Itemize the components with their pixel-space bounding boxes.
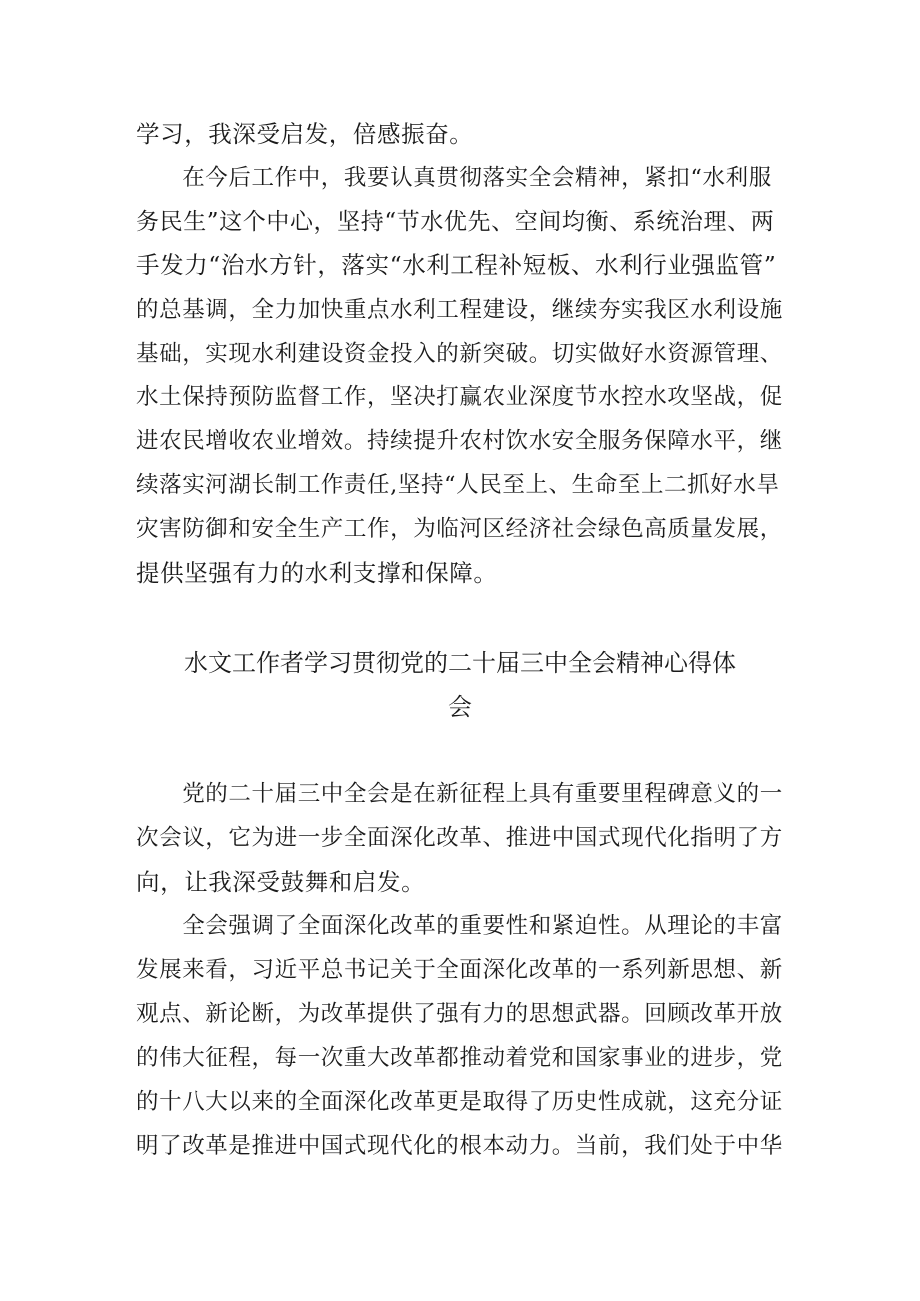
body-line: 全会强调了全面深化改革的重要性和紧迫性。从理论的丰富: [136, 913, 783, 939]
body-line: 的伟大征程，每一次重大改革都推动着党和国家事业的进步，党: [136, 1045, 783, 1071]
body-line: 水土保持预防监督工作，坚决打赢农业深度节水控水攻坚战，促: [136, 384, 783, 410]
body-line: 向，让我深受鼓舞和启发。: [136, 868, 426, 896]
body-line: 手发力“治水方针，落实“水利工程补短板、水利行业强监管”: [136, 251, 777, 279]
article-title: 水文工作者学习贯彻党的二十届三中全会精神心得体: [184, 649, 736, 677]
body-line: 进农民增收农业增效。持续提升农村饮水安全服务保障水平，继: [136, 428, 783, 454]
body-line: 续落实河湖长制工作责任,坚持“人民至上、生命至上二抓好水旱: [136, 472, 780, 498]
body-line: 的总基调，全力加快重点水利工程建设，继续夯实我区水利设施: [136, 297, 783, 323]
article-title-continued: 会: [448, 693, 472, 721]
body-line: 灾害防御和安全生产工作，为临河区经济社会绿色高质量发展，: [136, 516, 783, 542]
body-line: 提供坚强有力的水利支撑和保障。: [136, 559, 498, 587]
body-line: 学习，我深受启发，倍感振奋。: [136, 120, 474, 148]
body-line: 基础，实现水利建设资金投入的新突破。切实做好水资源管理、: [136, 341, 783, 367]
body-line: 次会议，它为进一步全面深化改革、推进中国式现代化指明了方: [136, 825, 783, 851]
body-line: 观点、新论断，为改革提供了强有力的思想武器。回顾改革开放: [136, 1001, 783, 1027]
body-line: 在今后工作中，我要认真贯彻落实全会精神，紧扣“水利服: [136, 165, 772, 191]
body-line: 务民生”这个中心，坚持“节水优先、空间均衡、系统治理、两: [136, 209, 775, 235]
body-line: 的十八大以来的全面深化改革更是取得了历史性成就，这充分证: [136, 1089, 783, 1115]
body-line: 党的二十届三中全会是在新征程上具有重要里程碑意义的一: [136, 781, 783, 807]
body-line: 明了改革是推进中国式现代化的根本动力。当前，我们处于中华: [136, 1133, 783, 1159]
body-line: 发展来看，习近平总书记关于全面深化改革的一系列新思想、新: [136, 957, 783, 983]
